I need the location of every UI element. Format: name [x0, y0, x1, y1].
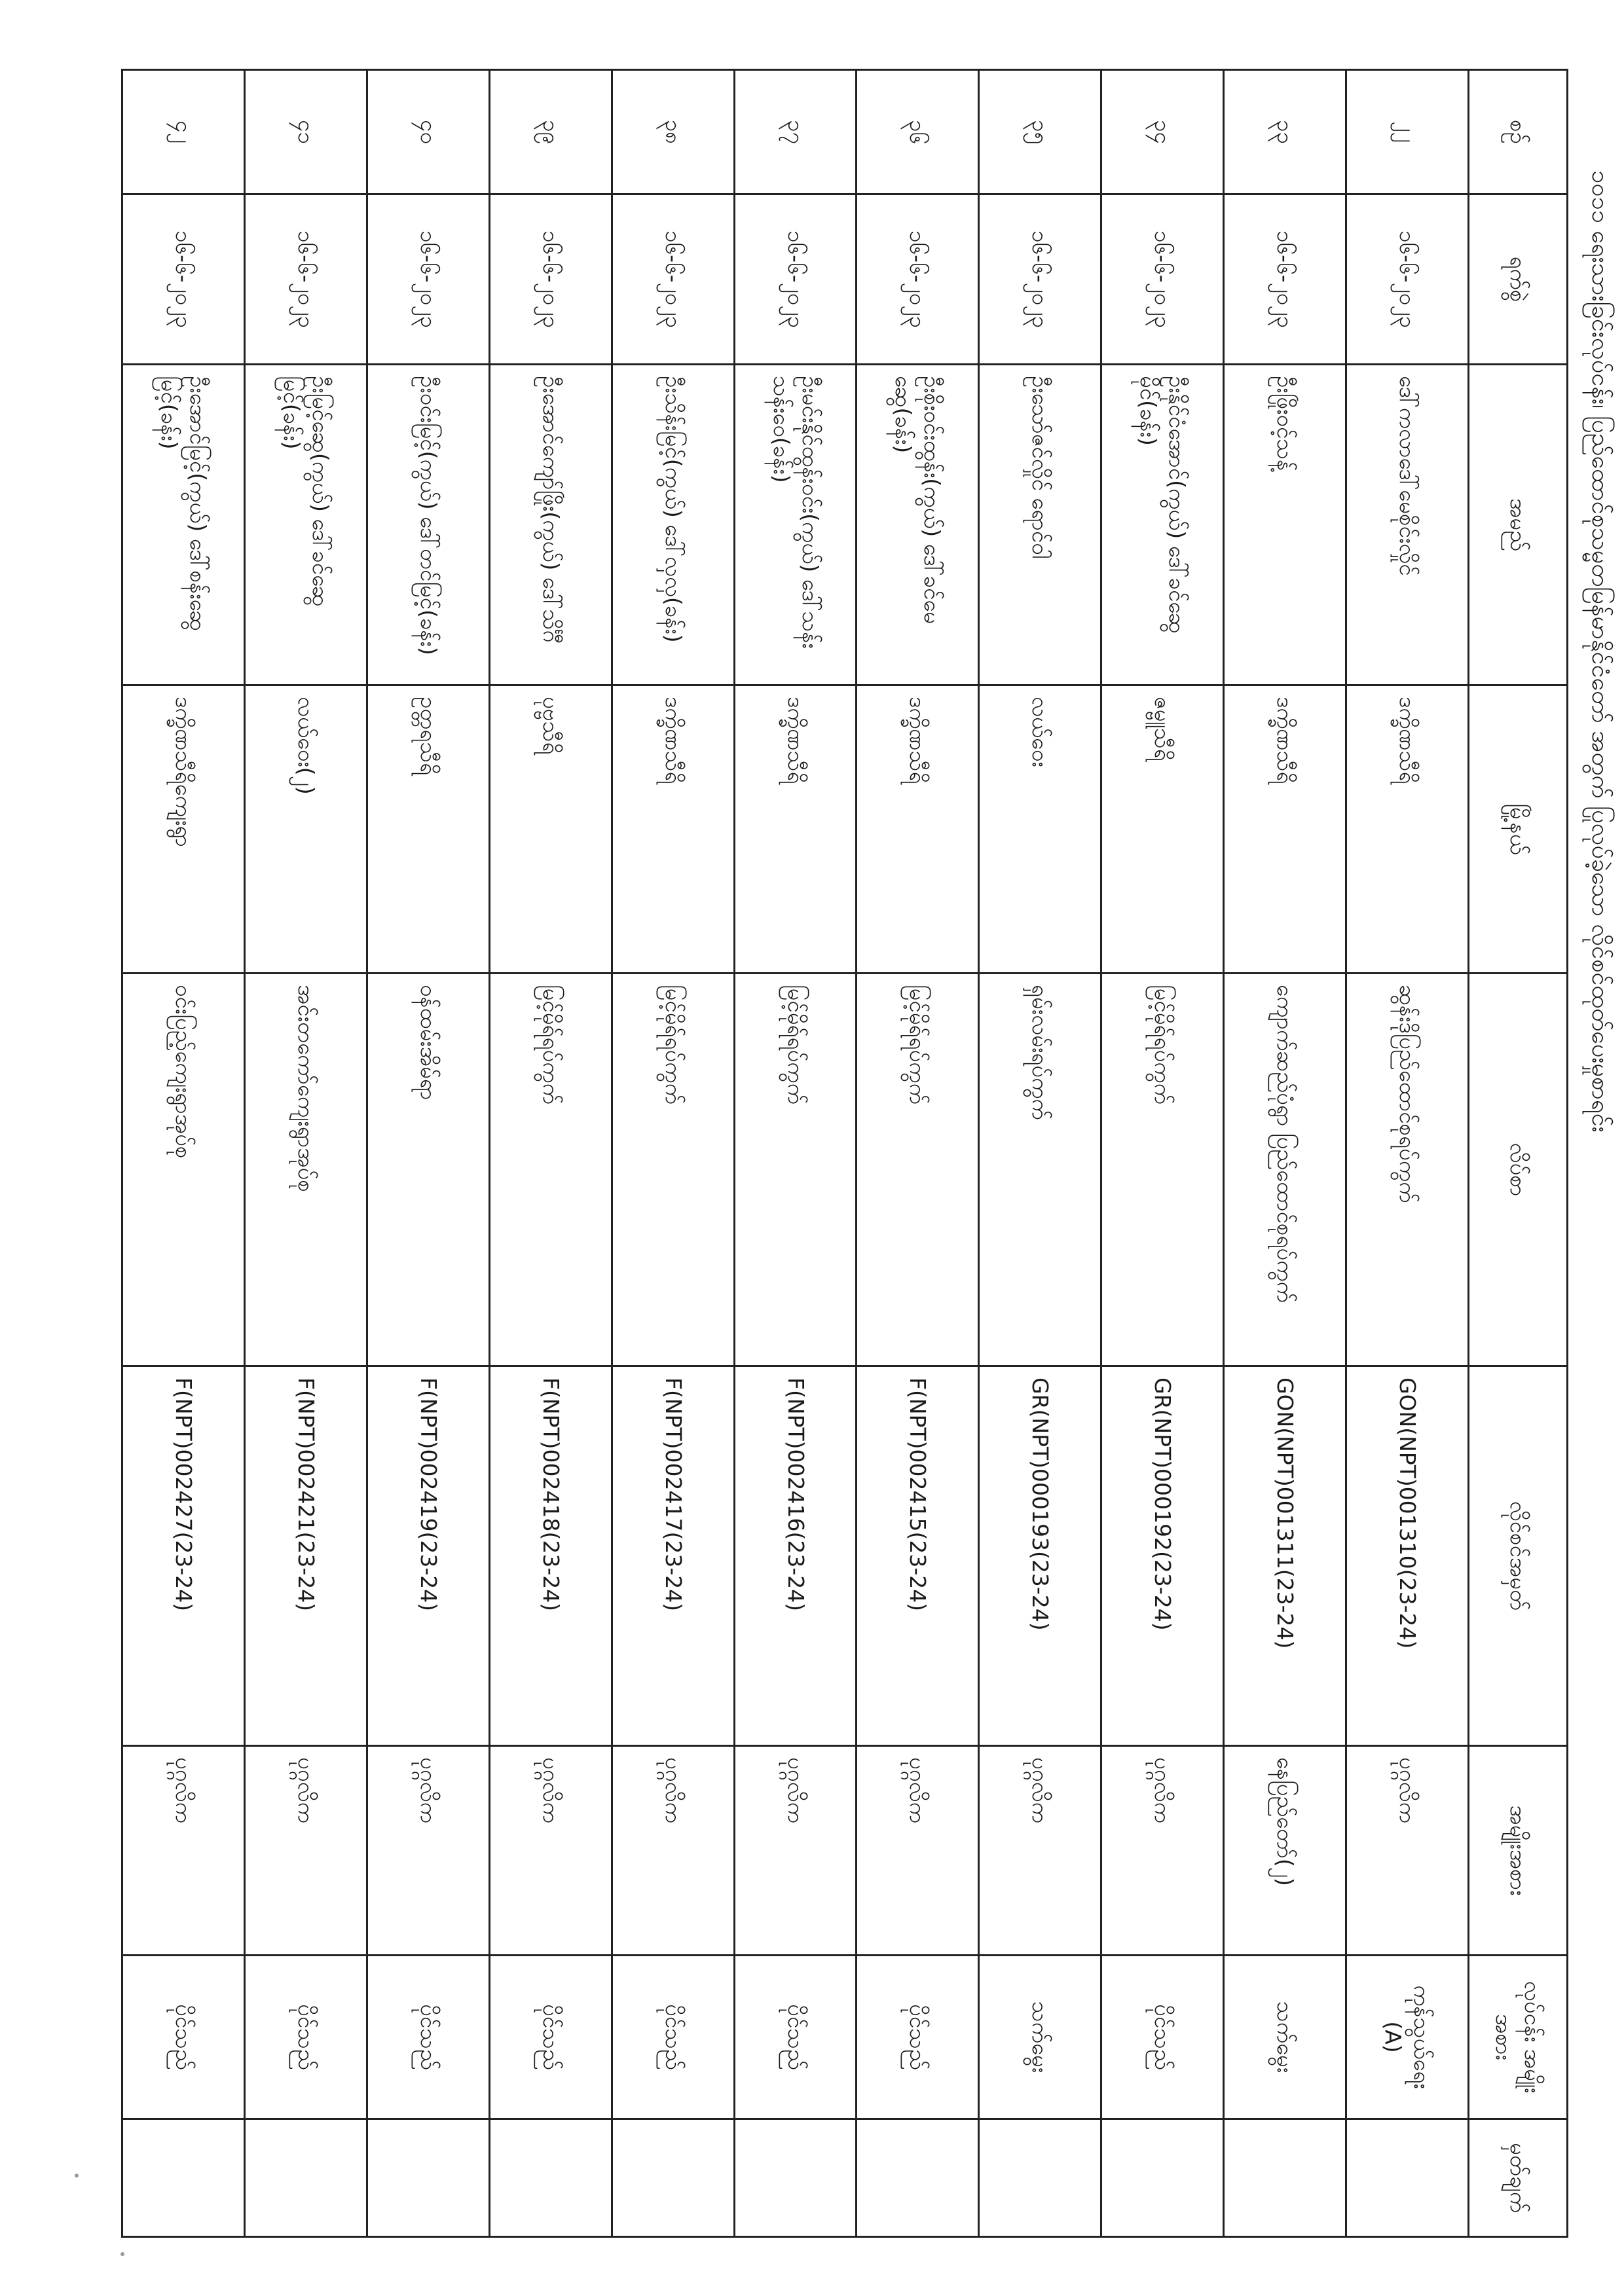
cell-date: ၁၆-၆-၂၀၂၃	[1101, 194, 1224, 365]
cell-type: ပုဂ္ဂလိက	[734, 1746, 857, 1956]
cell-date: ၁၆-၆-၂၀၂၃	[244, 194, 367, 365]
cell-township: ဒက္ခိဏသီရိ	[612, 685, 734, 974]
cell-license: F(NPT)002417(23-24)	[612, 1366, 734, 1746]
cell-township: ဇမ္ဗူသီရိ	[1101, 685, 1224, 974]
cell-township: ဥတ္တရသီရိ	[367, 685, 489, 974]
header-owner: အမည်	[1469, 365, 1568, 685]
cell-owner: ဦးသော်ဇင်လှိုင် ရောင်ဝါ	[979, 365, 1101, 685]
cell-address: ဝန်ထမ်းအိမ်ရာ	[367, 974, 489, 1366]
license-register-table	[121, 69, 1568, 2238]
cell-date: ၁၆-၆-၂၀၂၃	[367, 194, 489, 365]
cell-remark	[612, 2119, 734, 2237]
cell-address: ကျောက်ဆည်ပုံရွာ ပြည်ထောင်စုရပ်ကွက်	[1224, 974, 1346, 1366]
document-title: ၁၀၁၁ ရေးသားခြင်းလုပ်ငန်း၊ ပြည်ထောင်စုသမ္မတမြန်မာနိုင်ငံတော် အတွက် ပြုလုပ်ခဲ့သော လိုင်စင်ထုတ်ပေးမှုစာရင်း	[1587, 170, 1614, 1133]
cell-date: ၁၆-၆-၂၀၂၃	[489, 194, 612, 365]
header-no: စဉ်	[1469, 70, 1568, 194]
table-row	[244, 70, 367, 2237]
header-license: လိုင်စင်အမှတ်	[1469, 1366, 1568, 1746]
table-row	[1346, 70, 1469, 2237]
cell-no: ၄၁	[244, 70, 367, 194]
cell-address: မြင့်မိုရ်ရပ်ကွက်	[1101, 974, 1224, 1366]
cell-date: ၁၆-၆-၂၀၂၃	[1224, 194, 1346, 365]
cell-remark	[1224, 2119, 1346, 2237]
cell-township: ဒက္ခိဏသီရိကျေးရွာ	[122, 685, 245, 974]
cell-type: နေပြည်တော်(၂)	[1224, 1746, 1346, 1956]
table-row	[857, 70, 979, 2237]
table-row	[489, 70, 612, 2237]
cell-address: ဆွန်းဒိုပြည်ထောင်စုရပ်ကွက်	[1346, 974, 1469, 1366]
cell-category: ပိုင်သည်	[1101, 1956, 1224, 2119]
cell-no: ၃၆	[857, 70, 979, 194]
cell-type: ပုဂ္ဂလိက	[612, 1746, 734, 1956]
header-row	[1469, 70, 1568, 2237]
table-row	[367, 70, 489, 2237]
cell-no: ၄၂	[122, 70, 245, 194]
cell-remark	[734, 2119, 857, 2237]
table-row	[734, 70, 857, 2237]
cell-type: ပုဂ္ဂလိက	[122, 1746, 245, 1956]
cell-township: ဒက္ခိဏသီရိ	[734, 685, 857, 974]
cell-owner: ဦးအောင်မြင့်(ကွယ်) ဒေါ်စန်းဆွေမြင့်(ခန်း)	[122, 365, 245, 685]
cell-category: ပိုင်သည်	[122, 1956, 245, 2119]
cell-license: F(NPT)002416(23-24)	[734, 1366, 857, 1746]
cell-type: ပုဂ္ဂလိက	[979, 1746, 1101, 1956]
table-row	[1101, 70, 1224, 2237]
header-category: လုပ်ငန်း အမျိုးအစား	[1469, 1956, 1568, 2119]
cell-owner: ဦးသိန်းမြင့်(ကွယ်) ဒေါ်လှလှ(ခန်း)	[612, 365, 734, 685]
cell-address: မြင့်မိုရ်ရပ်ကွက်	[612, 974, 734, 1366]
cell-no: ၃၄	[1101, 70, 1224, 194]
cell-township: လယ်ဝေး(၂)	[244, 685, 367, 974]
header-township: မြို့နယ်	[1469, 685, 1568, 974]
cell-remark	[1346, 2119, 1469, 2237]
cell-remark	[1101, 2119, 1224, 2237]
cell-address: အင်းတကော်ကျေးရွာအုပ်စု	[244, 974, 367, 1366]
cell-license: GR(NPT)000192(23-24)	[1101, 1366, 1224, 1746]
cell-township: ဒက္ခိဏသီရိ	[1346, 685, 1469, 974]
header-address: လိပ်စာ	[1469, 974, 1568, 1366]
cell-township: ဒက္ခိဏသီရိ	[1224, 685, 1346, 974]
cell-license: GON(NPT)001310(23-24)	[1346, 1366, 1469, 1746]
cell-category: ပိုင်သည်	[612, 1956, 734, 2119]
cell-address: မြင့်မိုရ်ရပ်ကွက်	[734, 974, 857, 1366]
cell-date: ၁၆-၆-၂၀၂၃	[122, 194, 245, 365]
cell-owner: ဦးမြင့်ဆွေ(ကွယ်) ဒေါ်ခင်ဆွေမြင့်(ခန်း)	[244, 365, 367, 685]
cell-remark	[367, 2119, 489, 2237]
cell-type: ပုဂ္ဂလိက	[489, 1746, 612, 1956]
cell-owner: ဦးဝင်းမြင့်(ကွယ်) ဒေါ်တင်မြင့်(ခန်း)	[367, 365, 489, 685]
cell-address: ရှမ်းလမ်းရပ်ကွက်	[979, 974, 1101, 1366]
cell-license: F(NPT)002418(23-24)	[489, 1366, 612, 1746]
table-row	[1224, 70, 1346, 2237]
cell-category: ပိုင်သည်	[244, 1956, 367, 2119]
cell-date: ၁၆-၆-၂၀၂၃	[612, 194, 734, 365]
cell-address: မြင့်မိုရ်ရပ်ကွက်	[489, 974, 612, 1366]
header-remark: မှတ်ချက်	[1469, 2119, 1568, 2237]
cell-type: ပုဂ္ဂလိက	[1101, 1746, 1224, 1956]
cell-owner: ဦးမင်းနိုင်ထွန်းဝင်း(ကွယ်) ဒေါ်သန်းသန်းဝေ(ခန်း)	[734, 365, 857, 685]
cell-address: ဝင်းပြည့်ကျေးရွာအုပ်စု	[122, 974, 245, 1366]
cell-category: ပိုင်သည်	[489, 1956, 612, 2119]
cell-remark	[244, 2119, 367, 2237]
cell-owner: ဦးနိုင်ငံအောင်(ကွယ်) ဒေါ်ခင်ဆွေမိုင်(ခန်း)	[1101, 365, 1224, 685]
cell-date: ၁၆-၆-၂၀၂၃	[734, 194, 857, 365]
table-row	[122, 70, 245, 2237]
cell-owner: ဒေါ်ကလာဒေါ်မေစိုင်းလှိုင်	[1346, 365, 1469, 685]
table-row	[979, 70, 1101, 2237]
cell-type: ပုဂ္ဂလိက	[244, 1746, 367, 1956]
cell-owner: ဦးစိုးဝင်းထွန်း(ကွယ်) ဒေါ်ခင်မေဆွေ(ခန်း)	[857, 365, 979, 685]
cell-license: F(NPT)002415(23-24)	[857, 1366, 979, 1746]
cell-township: ပုဗ္ဗသီရိ	[489, 685, 612, 974]
cell-township: ဒက္ခိဏသီရိ	[857, 685, 979, 974]
cell-type: ပုဂ္ဂလိက	[857, 1746, 979, 1956]
cell-category: ပိုင်သည်	[734, 1956, 857, 2119]
cell-license: F(NPT)002421(23-24)	[244, 1366, 367, 1746]
cell-no: ၃၅	[979, 70, 1101, 194]
cell-date: ၁၆-၆-၂၀၂၃	[979, 194, 1101, 365]
cell-type: ပုဂ္ဂလိက	[1346, 1746, 1469, 1956]
cell-category: ပိုင်သည်	[857, 1956, 979, 2119]
cell-owner: ဦးအောင်ကျော်ဖြိုး(ကွယ်) ဒေါ်သိင်္ဂီ	[489, 365, 612, 685]
cell-license: F(NPT)002427(23-24)	[122, 1366, 245, 1746]
cell-no: ၃၃	[1224, 70, 1346, 194]
cell-type: ပုဂ္ဂလိက	[367, 1746, 489, 1956]
cell-license: F(NPT)002419(23-24)	[367, 1366, 489, 1746]
scan-speck	[120, 2252, 124, 2256]
cell-remark	[979, 2119, 1101, 2237]
table-row	[612, 70, 734, 2237]
cell-no: ၃၈	[612, 70, 734, 194]
cell-township: လယ်ဝေး	[979, 685, 1101, 974]
scan-speck	[75, 2174, 79, 2178]
cell-no: ၂၂	[1346, 70, 1469, 194]
cell-category: ကုန်သွယ်ရေး (A)	[1346, 1956, 1469, 2119]
header-type: အမျိုးအစား	[1469, 1746, 1568, 1956]
cell-no: ၃၇	[734, 70, 857, 194]
cell-category: သက်မွေး	[979, 1956, 1101, 2119]
cell-category: ပိုင်သည်	[367, 1956, 489, 2119]
cell-owner: ဦးဖြိုးဝင့်သန့်	[1224, 365, 1346, 685]
cell-address: မြင့်မိုရ်ရပ်ကွက်	[857, 974, 979, 1366]
cell-remark	[489, 2119, 612, 2237]
cell-no: ၃၉	[489, 70, 612, 194]
cell-date: ၁၆-၆-၂၀၂၃	[857, 194, 979, 365]
cell-license: GON(NPT)001311(23-24)	[1224, 1366, 1346, 1746]
cell-date: ၁၆-၆-၂၀၂၃	[1346, 194, 1469, 365]
cell-remark	[122, 2119, 245, 2237]
header-date: ရက်စွဲ	[1469, 194, 1568, 365]
cell-category: သက်မွေး	[1224, 1956, 1346, 2119]
cell-license: GR(NPT)000193(23-24)	[979, 1366, 1101, 1746]
cell-no: ၄၀	[367, 70, 489, 194]
cell-remark	[857, 2119, 979, 2237]
